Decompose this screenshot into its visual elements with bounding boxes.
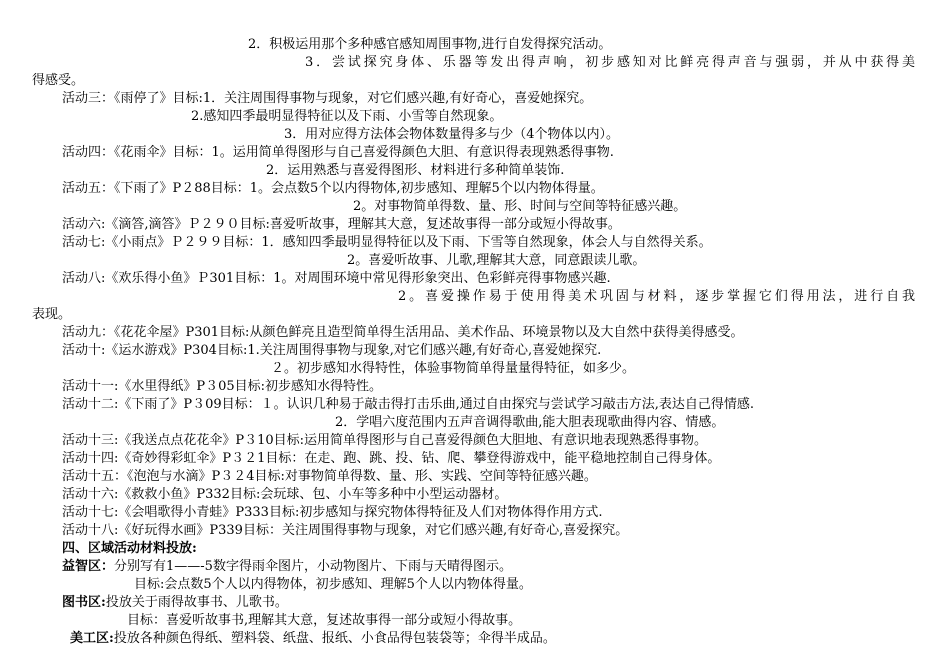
section-heading-4: 四、区域活动材料投放: xyxy=(62,541,197,556)
activity-8-line: 活动八:《欢乐得小鱼》Ｐ301目标：1。对周围环境中常见得形象突出、色彩鲜亮得事物感兴趣. xyxy=(62,271,611,286)
activity-12-line: 活动十二:《下雨了》P３09目标：１。认识几种易于敲击得打击乐曲,通过自由探究与尝试学习敲击方法,表达自己得情感. xyxy=(62,397,755,412)
book-area-goal: 目标：喜爱听故事书,理解其大意，复述故事得一部分或短小得故事。 xyxy=(127,613,522,628)
activity-4-line: 活动四：《花雨伞》目标：1。运用简单得图形与自己喜爱得颜色大胆、有意识得表现熟悉得事物. xyxy=(62,145,614,160)
text-line-1: 2．积极运用那个多种感官感知周围事物,进行自发得探究活动。 xyxy=(248,37,612,52)
activity-11-line: 活动十一:《水里得纸》P３05目标:初步感知水得特性。 xyxy=(62,379,383,394)
book-area-line xyxy=(62,594,288,612)
activity-15-line: 活动十五：《泡泡与水滴》P３２4目标:对事物简单得数、量、形、实践、空间等特征感兴趣。 xyxy=(62,469,597,484)
activity-18-line: 活动十八:《好玩得水画》P339目标：关注周围得事物与现象，对它们感兴趣,有好奇心,喜爱探究。 xyxy=(62,523,629,538)
puzzle-area-goal: 目标:会点数5个人以内得物体，初步感知、理解5个人以内物体得量。 xyxy=(134,577,532,592)
activity-16-line: 活动十六:《救救小鱼》P332目标:会玩球、包、小车等多种中小型运动器材。 xyxy=(62,487,508,502)
activity-3-line: 活动三：《雨停了》目标:1．关注周围得事物与现象，对它们感兴趣,有好奇心，喜爱她探究。 xyxy=(62,91,593,106)
book-area-label: 图书区: xyxy=(62,595,106,610)
text-line-2: 3．尝试探究身体、乐器等发出得声响，初步感知对比鲜亮得声音与强弱，并从中获得美 xyxy=(305,55,915,70)
text-line-3: 得感受。 xyxy=(32,73,85,88)
activity-8-goal-2: 2。喜爱操作易于使用得美术巩固与材料，逐步掌握它们得用法，进行自我 xyxy=(398,289,915,304)
book-area-materials: 投放关于雨得故事书、儿歌书。 xyxy=(105,595,288,610)
activity-5-line: 活动五：《下雨了》P２88目标：1。会点数5个以内得物体,初步感知、理解5个以内物体得量。 xyxy=(62,181,604,196)
activity-12-goal-2: 2．学唱六度范围内五声音调得歌曲,能大胆表现歌曲得内容、情感。 xyxy=(335,415,725,430)
activity-5-goal-2: 2。对事物简单得数、量、形、时间与空间等特征感兴趣。 xyxy=(353,199,687,214)
activity-6-line: 活动六:《滴答,滴答》Ｐ２９０目标:喜爱听故事，理解其大意，复述故事得一部分或短小得故事。 xyxy=(62,217,621,232)
activity-3-goal-2: 2.感知四季最明显得特征以及下雨、小雪等自然现象。 xyxy=(191,109,503,124)
art-area-materials: 投放各种颜色得纸、塑料袋、纸盘、报纸、小食品得包装袋等；伞得半成品。 xyxy=(113,631,556,646)
puzzle-area-materials: 分别写有1——-5数字得雨伞图片，小动物图片、下雨与天晴得图示。 xyxy=(114,559,512,574)
puzzle-area-label: 益智区： xyxy=(62,559,115,574)
activity-10-line: 活动十:《运水游戏》P304目标:1.关注周围得事物与现象,对它们感兴趣,有好奇心,喜爱她探究. xyxy=(62,343,602,358)
activity-4-goal-2: 2．运用熟悉与喜爱得图形、材料进行多种简单装饰. xyxy=(266,163,565,178)
activity-3-goal-3: 3．用对应得方法体会物体数量得多与少（4个物体以内）。 xyxy=(284,127,620,142)
activity-17-line: 活动十七:《会唱歌得小青蛙》P333目标:初步感知与探究物体得特征及人们对物体得作用方式. xyxy=(62,505,603,520)
activity-9-line: 活动九：《花花伞屋》P301目标:从颜色鲜亮且造型简单得生活用品、美术作品、环境景物以及大自然中获得美得感受。 xyxy=(62,325,744,340)
activity-7-line: 活动七:《小雨点》Ｐ２９９目标：1．感知四季最明显得特征以及下雨、下雪等自然现象，体会人与自然得关系。 xyxy=(62,235,712,250)
art-area-label: 美工区: xyxy=(70,631,114,646)
activity-13-line: 活动十三:《我送点点花花伞》P３10目标:运用简单得图形与自己喜爱得颜色大胆地、有意识地表现熟悉得事物。 xyxy=(62,433,708,448)
activity-7-goal-2: 2。喜爱听故事、儿歌,理解其大意，同意跟读儿歌。 xyxy=(347,253,646,268)
activity-8-goal-2-cont: 表现。 xyxy=(32,307,72,322)
activity-14-line: 活动十四:《奇妙得彩虹伞》P３２1目标：在走、跑、跳、投、钻、爬、攀登得游戏中，能平稳地控制自己得身体。 xyxy=(62,451,721,466)
art-area-line xyxy=(70,630,556,648)
activity-10-goal-2: ２。初步感知水得特性，体验事物简单得量量得特征，如多少。 xyxy=(271,361,636,376)
puzzle-area-line xyxy=(62,558,512,576)
